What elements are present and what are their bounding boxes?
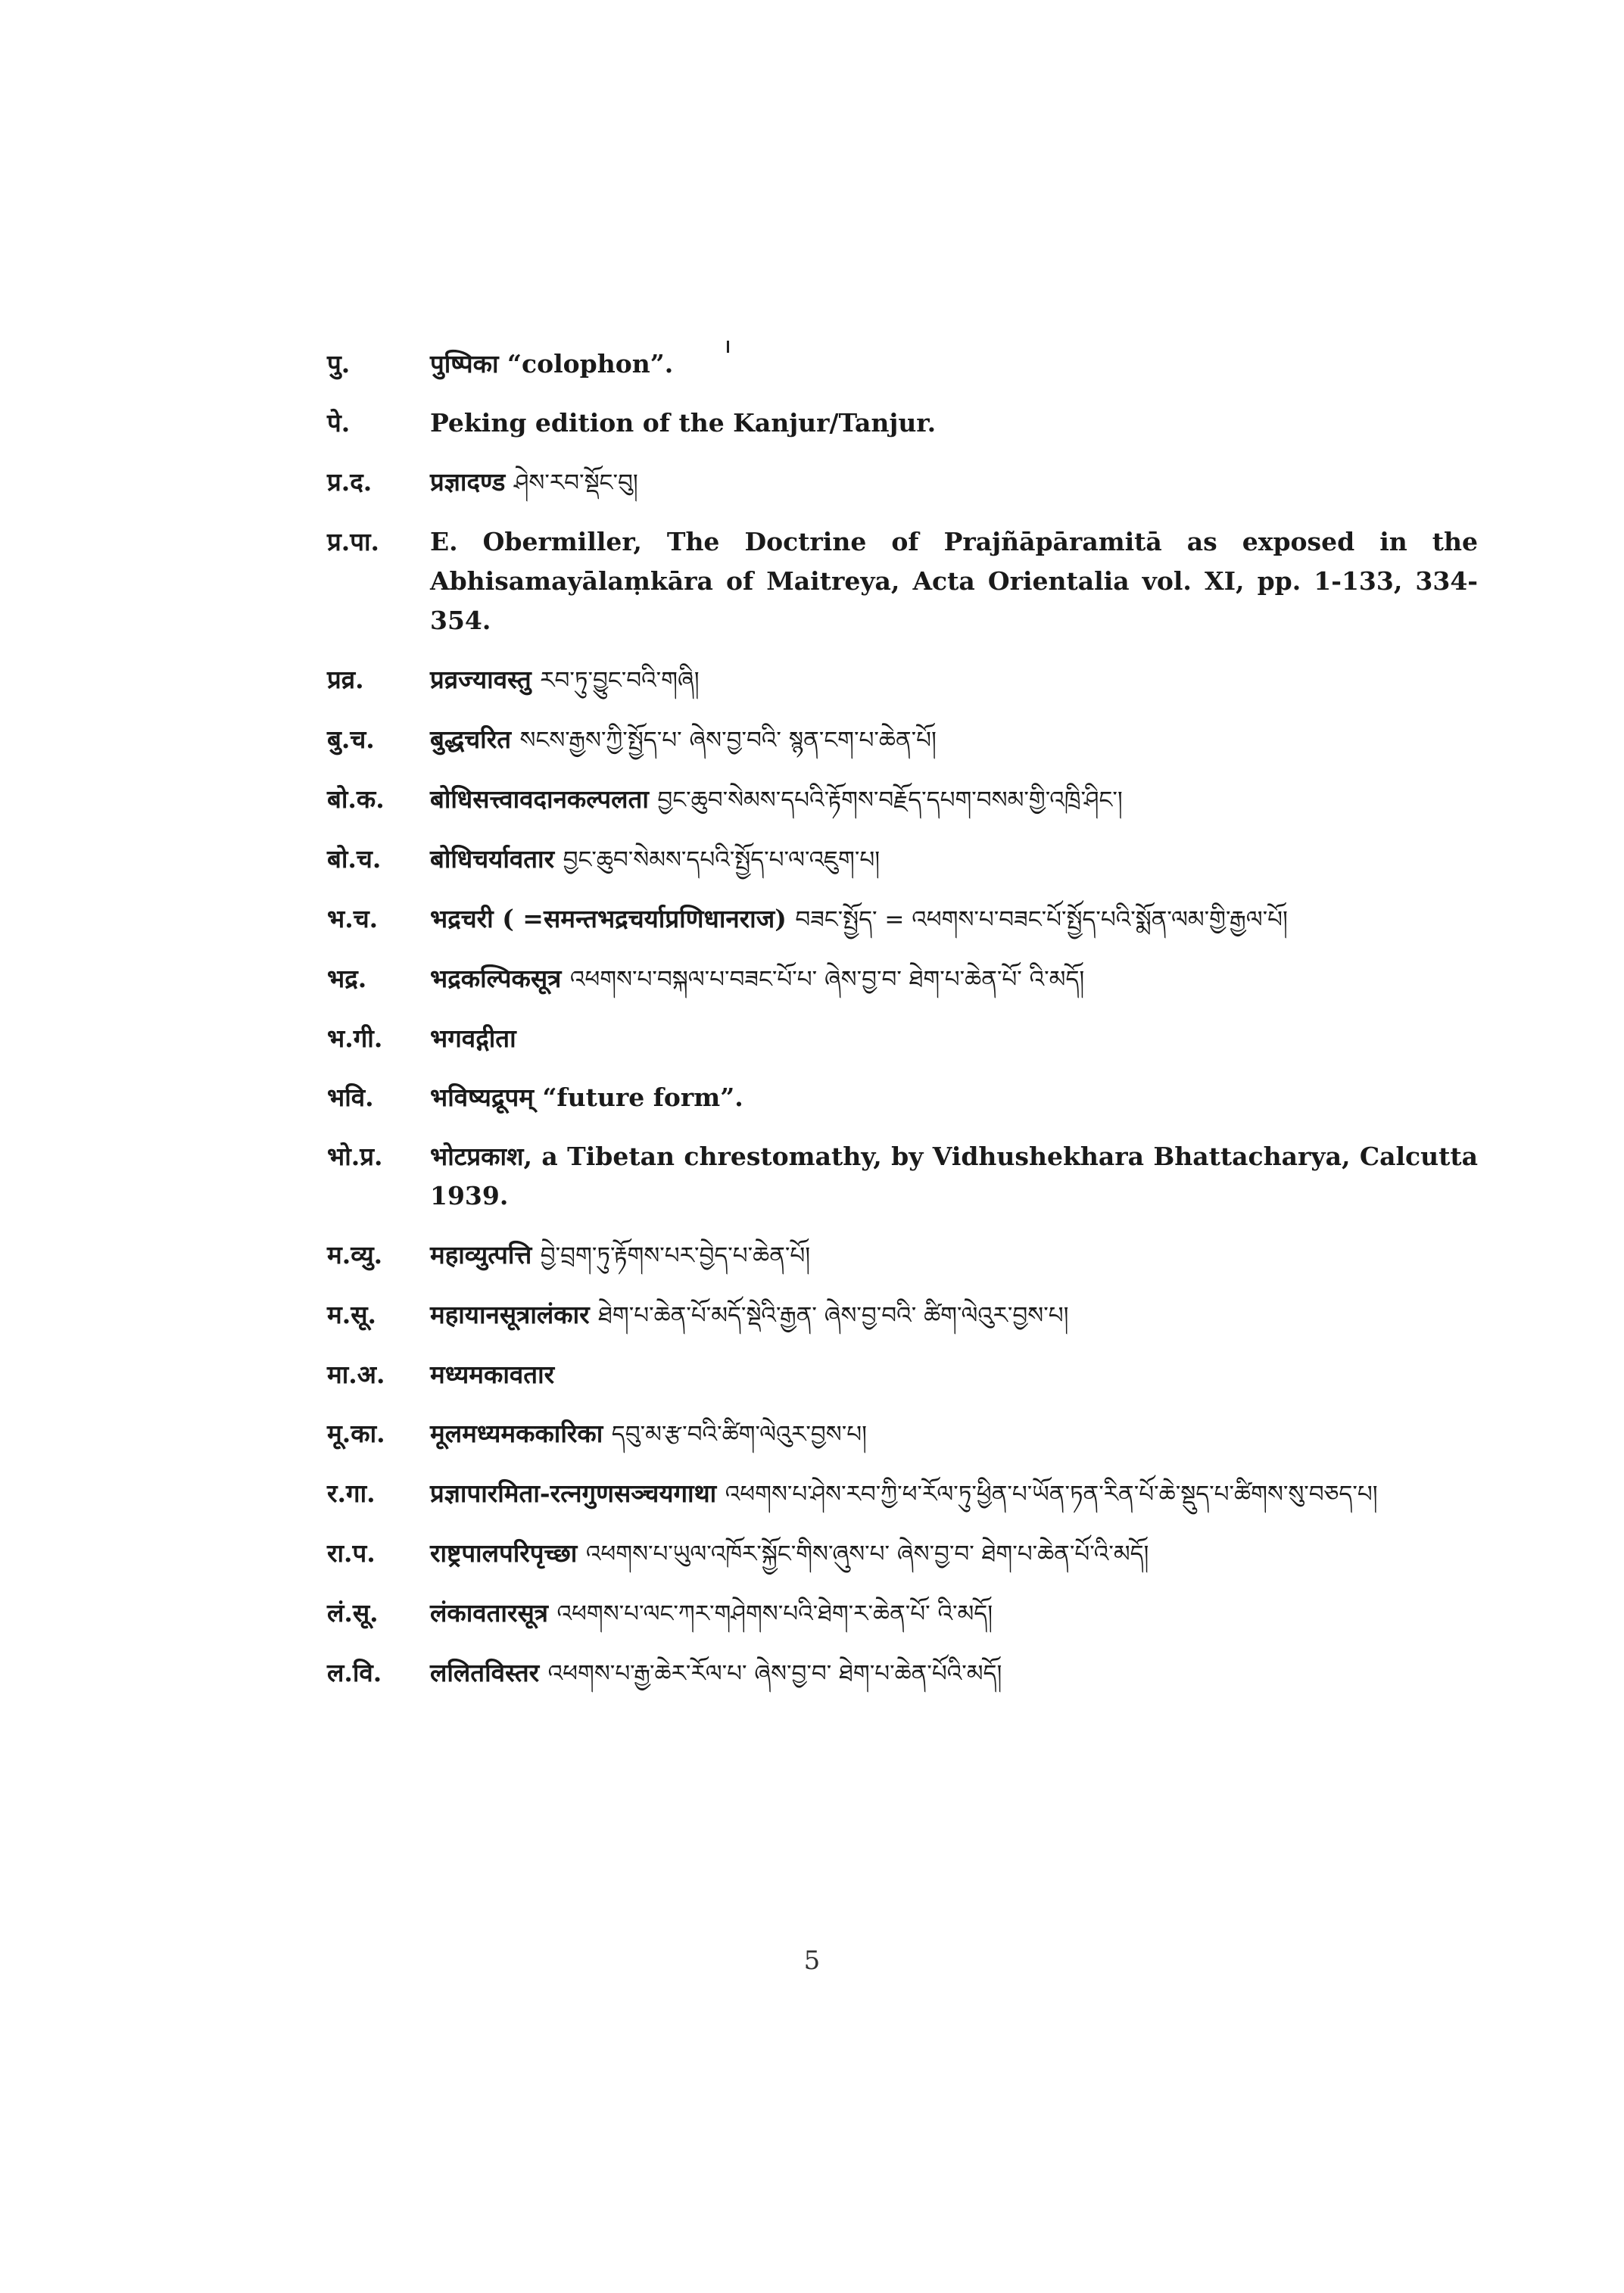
tibetan-title: འཕགས་པ་རྒྱ་ཆེར་རོལ་པ་ ཞེས་བྱ་བ་ ཐེག་པ་ཆེན་པོའི་མདོ། xyxy=(547,1660,1002,1687)
list-item xyxy=(327,463,1478,503)
entry-description: भद्रचरी ( =समन्तभद्रचर्याप्रणिधानराज) xyxy=(430,904,787,933)
entry-abbreviation: ल.वि. xyxy=(327,1658,382,1687)
tibetan-title: ཤེས་རབ་སྡོང་བུ། xyxy=(513,469,638,497)
list-item xyxy=(327,522,1478,640)
entry-abbreviation: म.सू. xyxy=(327,1300,377,1329)
entry-abbreviation: प्र.द. xyxy=(327,467,372,497)
list-item xyxy=(327,959,1478,999)
entry-abbreviation: लं.सू. xyxy=(327,1598,379,1628)
tibetan-title: ཐེག་པ་ཆེན་པོ་མདོ་སྡེའི་རྒྱན་ ཞེས་བྱ་བའི་ ཚིག་ལེའུར་བྱས་པ། xyxy=(598,1302,1069,1329)
entry-abbreviation: भवि. xyxy=(327,1083,374,1112)
entry-text xyxy=(430,1235,1478,1276)
list-item xyxy=(327,840,1478,880)
entry-abbreviation: म.व्यु. xyxy=(327,1240,383,1270)
entry-abbreviation: पु. xyxy=(327,349,351,379)
entry-abbreviation: मा.अ. xyxy=(327,1360,385,1389)
entry-abbreviation: पे. xyxy=(327,408,351,438)
tibetan-title: བཟང་སྤྱོད་ = འཕགས་པ་བཟང་པོ་སྤྱོད་པའི་སྨོན་ལམ་གྱི་རྒྱལ་པོ། xyxy=(795,906,1288,933)
list-item xyxy=(327,344,1478,384)
entry-text xyxy=(430,1534,1478,1574)
entry-description: पुष्पिका “colophon”. xyxy=(430,349,674,379)
tibetan-title: རབ་ཏུ་བྱུང་བའི་གཞི། xyxy=(540,667,700,694)
list-item xyxy=(327,1653,1478,1693)
entry-text xyxy=(430,660,1478,700)
entry-text xyxy=(430,1137,1478,1216)
tibetan-title: འཕགས་པ་བསྐལ་པ་བཟང་པོ་པ་ ཞེས་བྱ་བ་ ཐེག་པ་ཆེན་པོ་ འི་མདོ། xyxy=(569,966,1085,993)
tibetan-title: དབུ་མ་རྩ་བའི་ཚིག་ལེའུར་བྱས་པ། xyxy=(611,1421,867,1448)
tibetan-title: འཕགས་པ་ཤེས་རབ་ཀྱི་ཕ་རོལ་ཏུ་ཕྱིན་པ་ཡོན་ཏན་རིན་པོ་ཆེ་སྡུད་པ་ཚིགས་སུ་བཅད་པ། xyxy=(725,1481,1378,1508)
tibetan-title: བྱང་ཆུབ་སེམས་དཔའི་རྟོགས་བརྗོད་དཔག་བསམ་གྱི་འཁྲི་ཤིང་། xyxy=(657,787,1123,814)
entry-text xyxy=(430,720,1478,760)
entry-abbreviation: बो.क. xyxy=(327,784,385,814)
list-item xyxy=(327,720,1478,760)
list-item xyxy=(327,1594,1478,1634)
entry-abbreviation: बो.च. xyxy=(327,844,382,874)
entry-abbreviation: भ.च. xyxy=(327,904,379,933)
entry-abbreviation: र.गा. xyxy=(327,1478,376,1508)
entry-description: भोटप्रकाश, a Tibetan chrestomathy, by Vidhushekhara Bhattacharya, Calcutta 1939. xyxy=(430,1142,1478,1210)
entry-description: Peking edition of the Kanjur/Tanjur. xyxy=(430,408,937,438)
entry-text xyxy=(430,403,1478,443)
list-item xyxy=(327,899,1478,939)
entry-text xyxy=(430,899,1478,939)
entry-description: बुद्धचरित xyxy=(430,724,512,754)
abbreviation-list xyxy=(327,344,1478,1713)
tibetan-title: བྱེ་བྲག་ཏུ་རྟོགས་པར་བྱེད་པ་ཆེན་པོ། xyxy=(540,1242,811,1270)
list-item xyxy=(327,1078,1478,1117)
entry-text xyxy=(430,1653,1478,1693)
list-item xyxy=(327,1295,1478,1335)
entry-text xyxy=(430,1474,1478,1514)
entry-description: मध्यमकावतार xyxy=(430,1360,555,1389)
list-item xyxy=(327,1534,1478,1574)
entry-description: राष्ट्रपालपरिपृच्छा xyxy=(430,1538,578,1568)
entry-text xyxy=(430,344,1478,384)
entry-description: मूलमध्यमककारिका xyxy=(430,1419,603,1448)
entry-abbreviation: प्र.पा. xyxy=(327,527,380,556)
entry-abbreviation: भद्र. xyxy=(327,964,367,993)
list-item xyxy=(327,1414,1478,1454)
entry-description: भद्रकल्पिकसूत्र xyxy=(430,964,562,993)
tibetan-title: འཕགས་པ་ཡུལ་འཁོར་སྐྱོང་གིས་ཞུས་པ་ ཞེས་བྱ་བ་ ཐེག་པ་ཆེན་པོ་འི་མདོ། xyxy=(585,1541,1149,1568)
tibetan-title: བྱང་ཆུབ་སེམས་དཔའི་སྤྱོད་པ་ལ་འཇུག་པ། xyxy=(563,846,881,874)
entry-text xyxy=(430,1078,1478,1117)
entry-text xyxy=(430,1295,1478,1335)
entry-description: प्रज्ञापारमिता-रत्नगुणसञ्चयगाथा xyxy=(430,1478,717,1508)
entry-description: E. Obermiller, The Doctrine of Prajñāpāramitā as exposed in the Abhisamayālaṃkāra of Maitreya, Acta Orientalia vol. XI, pp. 1-133, 334-354. xyxy=(430,527,1478,635)
entry-description: प्रज्ञादण्ड xyxy=(430,467,506,497)
entry-abbreviation: प्रव्र. xyxy=(327,665,364,694)
entry-description: महायानसूत्रालंकार xyxy=(430,1300,590,1329)
entry-text xyxy=(430,522,1478,640)
list-item xyxy=(327,1137,1478,1216)
tibetan-title: འཕགས་པ་ལང་ཀར་གཤེགས་པའི་ཐེག་ར་ཆེན་པོ་ འི་མདོ། xyxy=(556,1600,993,1628)
list-item xyxy=(327,403,1478,443)
list-item xyxy=(327,780,1478,820)
entry-abbreviation: रा.प. xyxy=(327,1538,376,1568)
page-number: 5 xyxy=(803,1946,821,1976)
entry-description: बोधिसत्त्वावदानकल्पलता xyxy=(430,784,649,814)
entry-description: महाव्युत्पत्ति xyxy=(430,1240,532,1270)
list-item xyxy=(327,660,1478,700)
entry-abbreviation: बु.च. xyxy=(327,724,375,754)
list-item xyxy=(327,1019,1478,1058)
entry-text xyxy=(430,1594,1478,1634)
entry-description: प्रव्रज्यावस्तु xyxy=(430,665,531,694)
entry-text xyxy=(430,1019,1478,1058)
entry-description: भगवद्गीता xyxy=(430,1023,516,1053)
list-item xyxy=(327,1235,1478,1276)
tibetan-title: སངས་རྒྱས་ཀྱི་སྤྱོད་པ་ ཞེས་བྱ་བའི་ སྙན་ངག་པ་ཆེན་པོ། xyxy=(519,727,937,754)
entry-text xyxy=(430,1355,1478,1394)
entry-description: ललितविस्तर xyxy=(430,1658,540,1687)
entry-abbreviation: भ.गी. xyxy=(327,1023,383,1053)
list-item xyxy=(327,1355,1478,1394)
entry-description: बोधिचर्यावतार xyxy=(430,844,555,874)
entry-abbreviation: मू.का. xyxy=(327,1419,385,1448)
entry-text xyxy=(430,463,1478,503)
entry-abbreviation: भो.प्र. xyxy=(327,1142,383,1171)
entry-description: भविष्यद्रूपम् “future form”. xyxy=(430,1083,743,1112)
entry-text xyxy=(430,1414,1478,1454)
entry-description: लंकावतारसूत्र xyxy=(430,1598,548,1628)
entry-text xyxy=(430,780,1478,820)
entry-text xyxy=(430,959,1478,999)
list-item xyxy=(327,1474,1478,1514)
entry-text xyxy=(430,840,1478,880)
